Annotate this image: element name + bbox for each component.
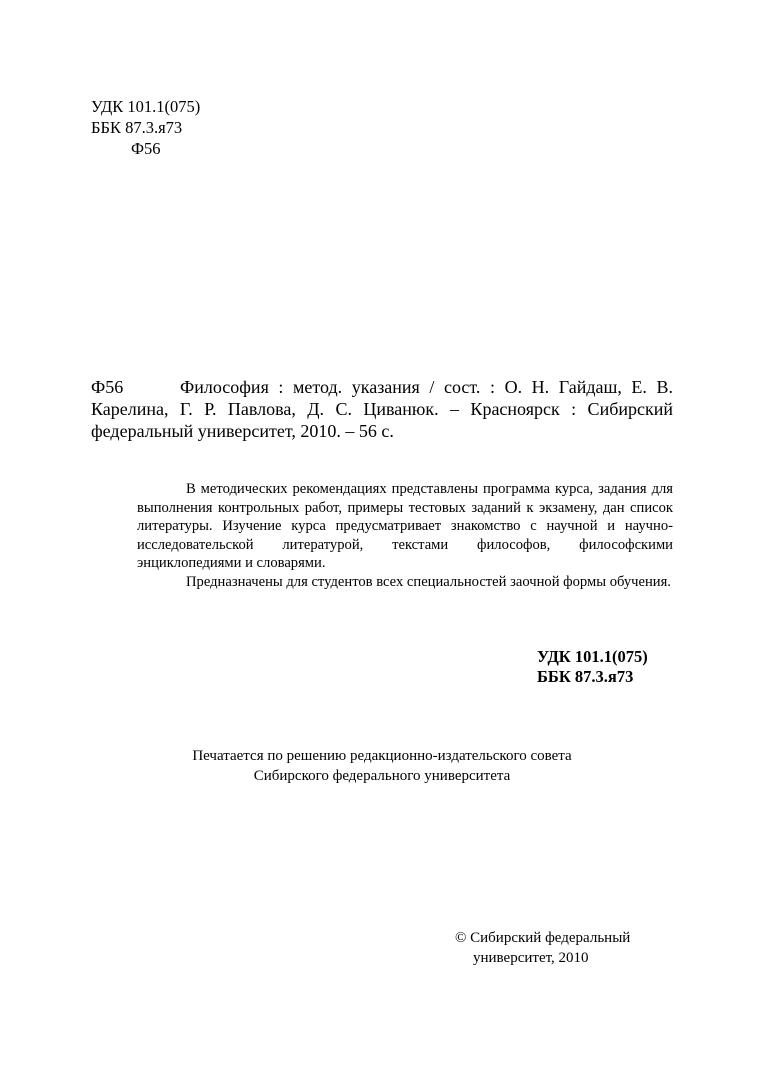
bbk-code: ББК 87.3.я73 <box>91 118 183 137</box>
bbk-code-bold: ББК 87.3.я73 <box>537 667 634 686</box>
copyright-line: университет, 2010 <box>473 950 589 966</box>
author-mark: Ф56 <box>131 139 161 158</box>
print-approval-line: Печатается по решению редакционно-издательского совета <box>192 748 572 764</box>
copyright-line: © Сибирский федеральный <box>455 930 631 946</box>
print-approval-line: Сибирского федерального университета <box>253 768 511 784</box>
annotation-paragraph: В методических рекомендациях представлены программа курса, задания для выполнения контрольных работ, примеры тестовых заданий к экзамену, дан список литературы. Изучение курса предусматривает знакомство с научной и научно-исследовательской литературой, текстами философов, философскими энциклопедиями и словарями. <box>137 481 673 572</box>
print-approval-note <box>91 746 673 786</box>
bottom-classification-block <box>537 647 648 687</box>
top-classification-block <box>91 96 200 159</box>
bibliographic-description: Философия : метод. указания / сост. : О. Н. Гайдаш, Е. В. Карелина, Г. Р. Павлова, Д. С. Циванюк. – Красноярск : Сибирский федеральный университет, 2010. – 56 с. <box>91 377 673 441</box>
bibliographic-author-mark: Ф56 <box>91 377 124 397</box>
udk-code: УДК 101.1(075) <box>91 97 201 116</box>
udk-code-bold: УДК 101.1(075) <box>537 647 648 666</box>
annotation-block <box>137 480 673 592</box>
copyright-notice <box>455 928 630 968</box>
annotation-paragraph: Предназначены для студентов всех специальностей заочной формы обучения. <box>186 573 671 590</box>
